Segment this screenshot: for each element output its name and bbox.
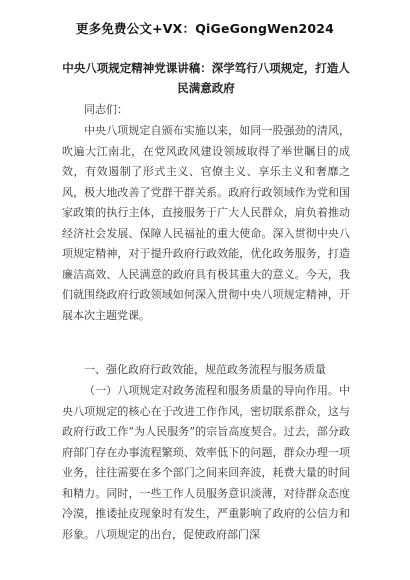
document-title: 中央八项规定精神党课讲稿：深学笃行八项规定，打造人民满意政府	[62, 61, 350, 95]
salutation: 同志们：	[84, 103, 128, 116]
section-heading: 一、强化政府行政效能，规范政务流程与服务质量	[84, 363, 326, 376]
body-paragraph: （一）八项规定对政务流程和服务质量的导向作用。中央八项规定的核心在于改进工作作风，密切联系群众，这与政府行政工作“为人民服务”的宗旨高度契合。过去，部分政府部门存在办事流程繁琐、效率低下的问题，群众办理一项业务，往往需要在多个部门之间来回奔波，耗费大量的时间和精力。同时，一些工作人员服务意识淡薄，对待群众态度冷漠，推诿扯皮现象时有发生，严重影响了政府的公信力和形象。八项规定的出台，促使政府部门深	[62, 384, 350, 541]
body-paragraph: 中央八项规定自颁布实施以来，如同一股强劲的清风，吹遍大江南北，在党风政风建设领域取得了举世瞩目的成效，有效遏制了形式主义、官僚主义、享乐主义和奢靡之风，极大地改善了党群干群关系。政府行政领域作为党和国家政策的执行主体，直接服务于广大人民群众，肩负着推动经济社会发展、保障人民福祉的重大使命。深入贯彻中央八项规定精神，对于提升政府行政效能，优化政务服务，打造廉洁高效、人民满意的政府具有极其重大的意义。今天，我们就围绕政府行政领域如何深入贯彻中央八项规定精神，开展本次主题党课。	[62, 124, 350, 322]
promo-banner: 更多免费公文+VX：QiGeGongWen2024	[75, 21, 335, 36]
